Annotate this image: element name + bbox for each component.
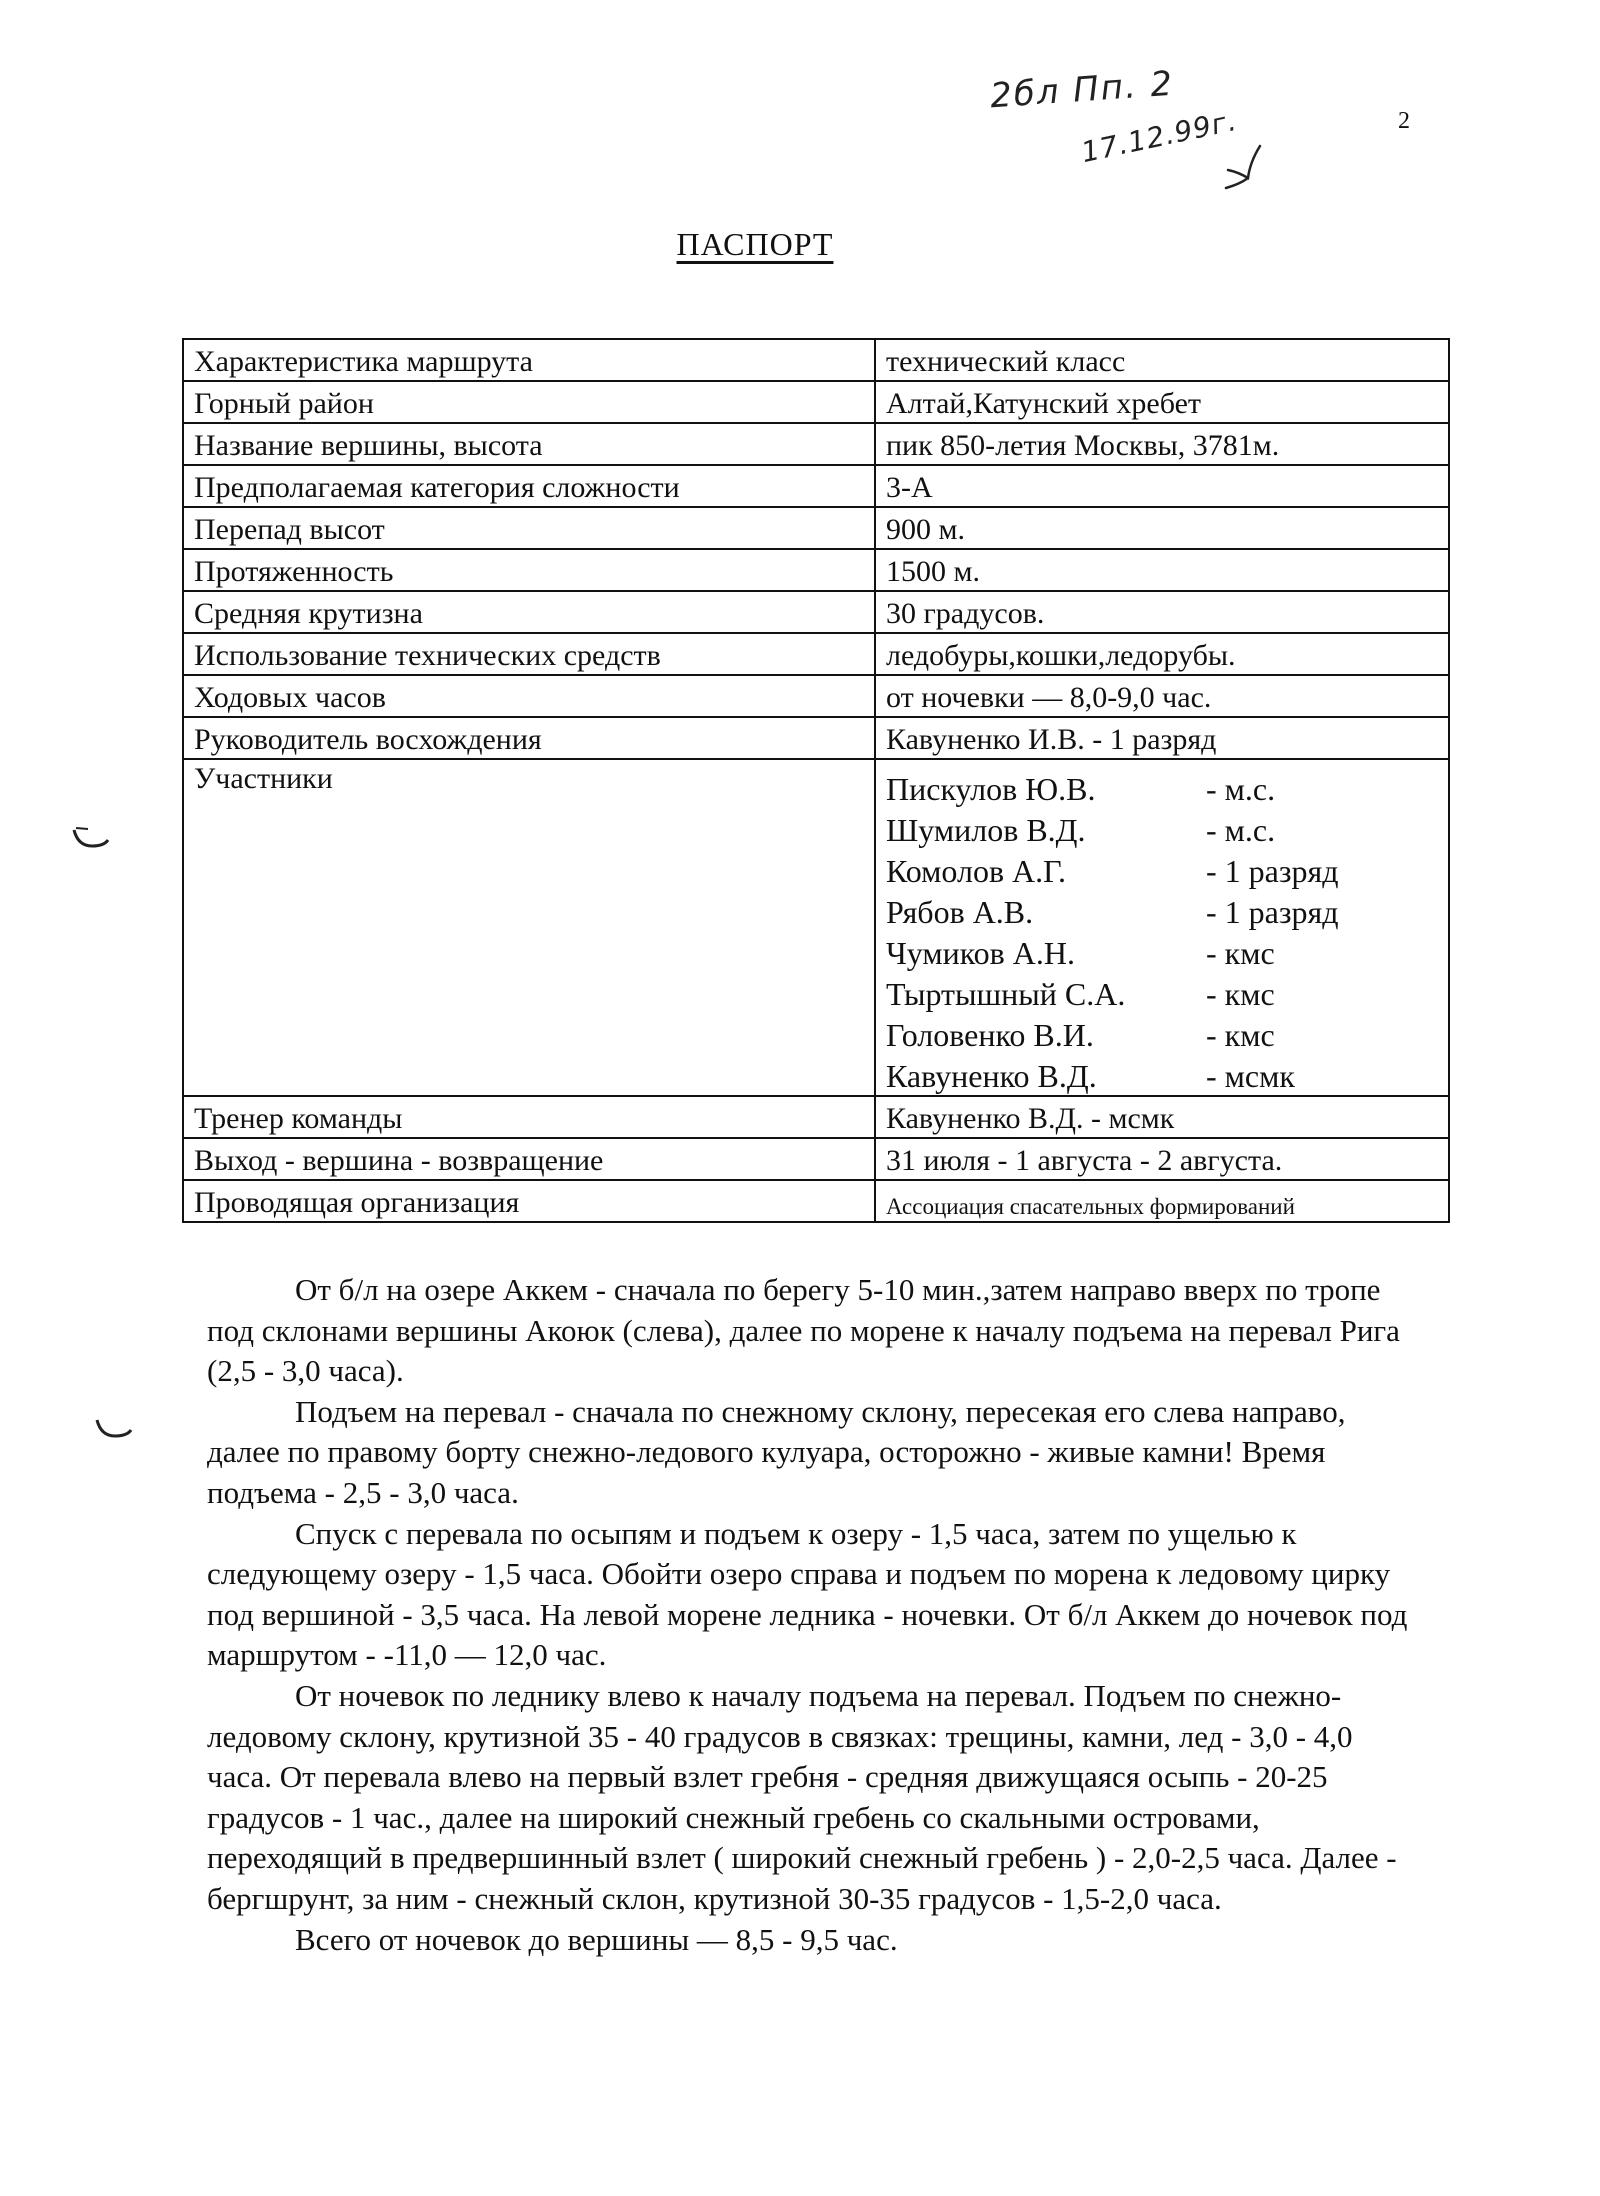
paragraph: Спуск с перевала по осыпям и подъем к озеру - 1,5 часа, затем по ущелью к следующему озеру - 1,5 часа. Обойти озеро справа и подъем по морена к ледовому цирку под вершиной - 3,5 часа. На левой морене ледника - ночевки. От б/л Аккем до ночевок под маршрутом - -11,0 — 12,0 час. — [207, 1515, 1408, 1673]
participant-name: Пискулов Ю.В. — [886, 771, 1096, 807]
table-row — [183, 1180, 1449, 1222]
table-row — [183, 339, 1449, 381]
participant-name: Комолов А.Г. — [886, 853, 1067, 889]
participant-rank: - м.с. — [1206, 771, 1276, 807]
table-row — [183, 1096, 1449, 1138]
row-label: Проводящая организация — [183, 1180, 875, 1222]
table-row — [183, 381, 1449, 423]
table-row — [183, 675, 1449, 717]
participant-item — [886, 1010, 1438, 1051]
paragraph: От ночевок по леднику влево к началу подъема на перевал. Подъем по снежно-ледовому склону, крутизной 35 - 40 градусов в связках: трещины, камни, лед - 3,0 - 4,0 часа. От перевала влево на первый взлет гребня - средняя движущаяся осыпь - 20-25 градусов - 1 час., далее на широкий снежный гребень со скальными островами, переходящий в предвершинный взлет ( широкий снежный гребень ) - 2,0-2,5 часа. Далее - бергшрунт, за ним - снежный склон, крутизной 30-35 градусов - 1,5-2,0 часа. — [207, 1677, 1397, 1916]
row-value: 30 градусов. — [875, 591, 1449, 633]
table-row — [183, 507, 1449, 549]
row-label: Характеристика маршрута — [183, 339, 875, 381]
participants-row — [183, 759, 1449, 1096]
participant-name: Кавуненко В.Д. — [886, 1058, 1097, 1094]
participant-rank: - мсмк — [1206, 1058, 1295, 1094]
participant-rank: - м.с. — [1206, 812, 1276, 848]
row-label: Ходовых часов — [183, 675, 875, 717]
route-passport-table — [182, 338, 1450, 1223]
row-label: Протяженность — [183, 549, 875, 591]
participant-rank: - кмс — [1206, 935, 1275, 971]
paragraph: Всего от ночевок до вершины — 8,5 - 9,5 час. — [295, 1921, 898, 1957]
row-value: 1500 м. — [875, 549, 1449, 591]
route-description — [207, 1270, 1422, 1960]
handwritten-date: 17.12.99г. — [1078, 103, 1241, 170]
row-value: Кавуненко И.В. - 1 разряд — [875, 717, 1449, 759]
row-label: Тренер команды — [183, 1096, 875, 1138]
handwritten-check-icon — [1220, 142, 1280, 192]
table-row — [183, 717, 1449, 759]
table-row — [183, 1138, 1449, 1180]
participant-name: Тыртышный С.А. — [886, 976, 1126, 1012]
paragraph: От б/л на озере Аккем - сначала по берегу 5-10 мин.,затем направо вверх по тропе под склонами вершины Акоюк (слева), далее по морене к началу подъема на перевал Рига (2,5 - 3,0 часа). — [207, 1272, 1400, 1389]
table-row — [183, 591, 1449, 633]
row-value: Алтай,Катунский хребет — [875, 381, 1449, 423]
participant-name: Головенко В.И. — [886, 1017, 1094, 1053]
row-label: Использование технических средств — [183, 633, 875, 675]
row-value: ледобуры,кошки,ледорубы. — [875, 633, 1449, 675]
row-value: технический класс — [875, 339, 1449, 381]
participant-item — [886, 969, 1438, 1010]
row-value: Кавуненко В.Д. - мсмк — [875, 1096, 1449, 1138]
participants-list — [875, 759, 1449, 1096]
table-row — [183, 633, 1449, 675]
table-row — [183, 465, 1449, 507]
row-label: Руководитель восхождения — [183, 717, 875, 759]
participant-rank: - 1 разряд — [1206, 894, 1339, 930]
row-label: Средняя крутизна — [183, 591, 875, 633]
row-value: 900 м. — [875, 507, 1449, 549]
row-label: Горный район — [183, 381, 875, 423]
row-label: Название вершины, высота — [183, 423, 875, 465]
participant-item — [886, 764, 1438, 805]
participant-item — [886, 846, 1438, 887]
handwritten-note-line1: 2бл Пп. 2 — [988, 63, 1176, 117]
row-label: Выход - вершина - возвращение — [183, 1138, 875, 1180]
participant-name: Рябов А.В. — [886, 894, 1034, 930]
row-value: от ночевки — 8,0-9,0 час. — [875, 675, 1449, 717]
page-number: 2 — [1398, 108, 1410, 134]
handwritten-annotation — [985, 62, 1315, 182]
participant-rank: - кмс — [1206, 1017, 1275, 1053]
row-label: Предполагаемая категория сложности — [183, 465, 875, 507]
participant-name: Шумилов В.Д. — [886, 812, 1086, 848]
row-value: Ассоциация спасательных формирований — [875, 1180, 1449, 1222]
table-row — [183, 423, 1449, 465]
participants-label: Участники — [183, 759, 875, 1096]
participant-rank: - кмс — [1206, 976, 1275, 1012]
punch-hole-mark-icon — [95, 1416, 133, 1438]
participant-item — [886, 805, 1438, 846]
row-value: 31 июля - 1 августа - 2 августа. — [875, 1138, 1449, 1180]
row-value: 3-А — [875, 465, 1449, 507]
row-value: пик 850-летия Москвы, 3781м. — [875, 423, 1449, 465]
participant-item — [886, 1051, 1438, 1092]
participant-name: Чумиков А.Н. — [886, 935, 1075, 971]
participant-item — [886, 887, 1438, 928]
punch-hole-mark-icon — [72, 826, 110, 848]
document-title: ПАСПОРТ — [676, 226, 834, 262]
paragraph: Подъем на перевал - сначала по снежному склону, пересекая его слева направо, далее по правому борту снежно-ледового кулуара, осторожно - живые камни! Время подъема - 2,5 - 3,0 часа. — [207, 1393, 1346, 1510]
row-label: Перепад высот — [183, 507, 875, 549]
participant-rank: - 1 разряд — [1206, 853, 1339, 889]
participant-item — [886, 928, 1438, 969]
table-row — [183, 549, 1449, 591]
